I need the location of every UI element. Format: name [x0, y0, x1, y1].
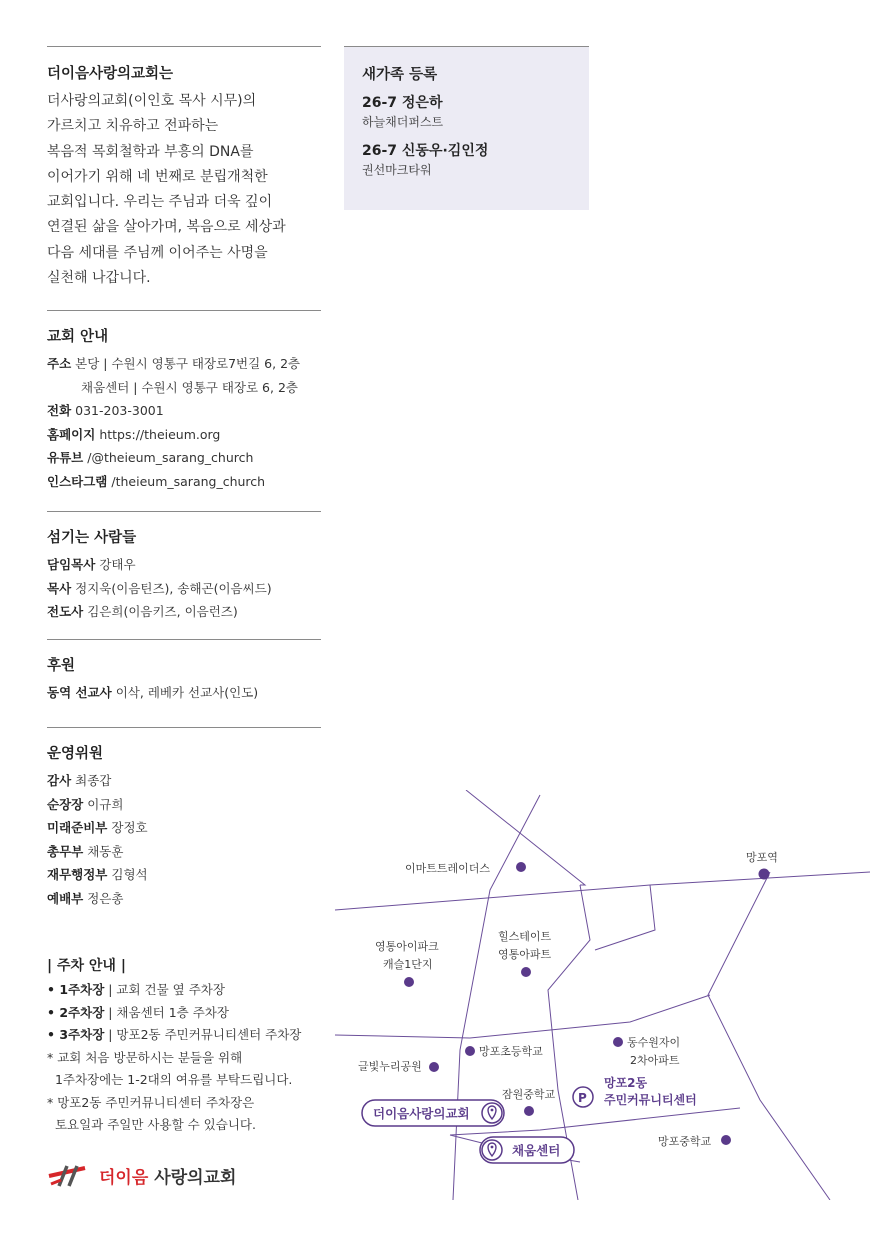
committee-value: 정은총: [87, 890, 124, 906]
committee-label: 감사: [47, 773, 72, 788]
intro-line: 다음 세대를 주님께 이어주는 사명을: [47, 244, 268, 261]
logo-text-dark: 사랑의교회: [154, 1167, 237, 1188]
church-logo: [47, 1160, 236, 1190]
map-label-mangpo-station: 망포역: [746, 851, 778, 864]
committee-label: 재무행정부: [47, 867, 108, 882]
servant-label: 목사: [47, 580, 72, 596]
homepage-label: 홈페이지: [47, 426, 96, 442]
center-label: 채움센터: [512, 1143, 561, 1158]
committee-label: 총무부: [47, 843, 84, 859]
phone-value: 031-203-3001: [75, 403, 164, 418]
parking-item: [47, 1002, 337, 1025]
parking-item-value: | 채움센터 1층 주차장: [104, 1004, 229, 1020]
center-pin-icon: [482, 1140, 502, 1160]
map-label-community: 망포2동: [604, 1076, 648, 1090]
church-info-section: [47, 325, 321, 493]
committee-value: 최종갑: [75, 773, 112, 788]
new-family-name: 26-7 정은하: [362, 95, 443, 111]
committee-label: 예배부: [47, 890, 84, 906]
divider: [47, 639, 321, 640]
servant-label: 담임목사: [47, 557, 96, 572]
phone-label: 전화: [47, 403, 72, 418]
support-value: 이삭, 레베카 선교사(인도): [115, 685, 259, 700]
servant-row: [47, 553, 321, 577]
map-label-dongsuwon: 2차아파트: [630, 1054, 680, 1067]
parking-item-label: • 2주차장: [47, 1004, 105, 1020]
committee-row: [47, 887, 321, 911]
parking-item-label: • 3주차장: [47, 1027, 105, 1042]
intro-line: 복음적 목회철학과 부흥의 DNA를: [47, 143, 254, 160]
map-label-emart: 이마트트레이더스: [405, 862, 491, 875]
committee-label: 미래준비부: [47, 820, 108, 835]
new-family-place: 하늘채더퍼스트: [362, 115, 444, 129]
homepage-link[interactable]: https://theieum.org: [99, 426, 221, 442]
youtube-link[interactable]: /@theieum_sarang_church: [87, 450, 254, 465]
intro-line: 이어가기 위해 네 번째로 분립개척한: [47, 168, 268, 185]
parking-title: | 주차 안내 |: [47, 958, 126, 974]
servants-section: [47, 526, 321, 624]
youtube-label: 유튜브: [47, 450, 84, 465]
intro-line: 실천해 나갑니다.: [47, 270, 151, 287]
servants-title: 섬기는 사람들: [47, 530, 137, 546]
divider: [47, 727, 321, 728]
new-family-title: 새가족 등록: [362, 67, 438, 83]
church-logo-text: [93, 1163, 236, 1188]
intro-line: 더사랑의교회(이인호 목사 시무)의: [47, 93, 257, 109]
map-point-hillstate: [521, 967, 531, 977]
support-label: 동역 선교사: [47, 685, 112, 700]
new-family-box: [344, 46, 589, 210]
instagram-label: 인스타그램: [47, 473, 108, 489]
map-roads: [335, 790, 870, 1200]
parking-note: 토요일과 주일만 사용할 수 있습니다.: [47, 1117, 256, 1132]
servant-row: [47, 577, 321, 601]
map-point-park: [429, 1062, 439, 1072]
address-label: 주소: [47, 356, 72, 371]
map-point-jamwon: [524, 1106, 534, 1116]
church-marker: [362, 1100, 504, 1126]
map-label-dongsuwon: 동수원자이: [627, 1036, 681, 1049]
committee-value: 장정호: [111, 820, 148, 835]
committee-value: 채동훈: [87, 843, 124, 859]
map-point-ipark: [404, 977, 414, 987]
map-point-dongsuwon: [613, 1037, 623, 1047]
map-point-emart: [516, 862, 526, 872]
map-label-hillstate: 힐스테이트: [498, 930, 552, 943]
servant-value: 강태우: [99, 557, 136, 572]
committee-row: [47, 816, 321, 840]
church-pin-icon: [482, 1103, 502, 1123]
parking-note: * 교회 처음 방문하시는 분들을 위해: [47, 1049, 243, 1065]
church-label: 더이음사랑의교회: [373, 1106, 470, 1121]
parking-item: [47, 1024, 337, 1047]
divider: [47, 310, 321, 311]
committee-section: [47, 742, 321, 910]
support-title: 후원: [47, 658, 76, 674]
committee-label: 순장장: [47, 796, 84, 812]
servant-row: [47, 600, 321, 624]
support-row: [47, 681, 321, 705]
committee-row: [47, 793, 321, 817]
map-label-community: 주민커뮤니티센터: [604, 1093, 697, 1107]
committee-value: 이규희: [87, 796, 124, 812]
instagram-link[interactable]: /theieum_sarang_church: [111, 473, 266, 489]
servant-value: 김은희(이음키즈, 이음런즈): [87, 604, 238, 619]
intro-title: 더이음사랑의교회는: [47, 66, 174, 82]
map-label-hillstate: 영통아파트: [498, 948, 552, 961]
map-point-mangpo-middle: [721, 1135, 731, 1145]
parking-item-value: | 망포2동 주민커뮤니티센터 주차장: [104, 1027, 302, 1042]
homepage-row: [47, 423, 321, 447]
intro-line: 교회입니다. 우리는 주님과 더욱 깊이: [47, 194, 273, 211]
parking-marker: [573, 1075, 697, 1107]
new-family-name: 26-7 신동우·김인정: [362, 143, 489, 159]
parking-item: [47, 979, 337, 1002]
committee-title: 운영위원: [47, 746, 104, 762]
road: [708, 872, 830, 1200]
logo-text-red: 더이음: [99, 1167, 149, 1188]
divider: [47, 511, 321, 512]
divider: [47, 46, 321, 47]
road: [595, 885, 655, 950]
committee-row: [47, 769, 321, 793]
phone-row: [47, 399, 321, 423]
support-section: [47, 654, 321, 705]
committee-value: 김형석: [111, 867, 148, 882]
intro-line: 연결된 삶을 살아가며, 복음으로 세상과: [47, 219, 286, 236]
church-logo-mark-icon: [47, 1162, 87, 1188]
instagram-row: [47, 470, 321, 494]
map-label-park: 글빛누리공원: [358, 1060, 422, 1073]
committee-row: [47, 863, 321, 887]
map-point-mangpo-station: [759, 869, 770, 880]
location-map: [330, 790, 870, 1200]
parking-note: 1주차장에는 1-2대의 여유를 부탁드립니다.: [47, 1072, 293, 1087]
map-point-elementary: [465, 1046, 475, 1056]
parking-section: [47, 955, 337, 1137]
map-label-ipark: 영통아이파크: [375, 940, 439, 953]
road: [335, 872, 870, 910]
map-label-ipark: 캐슬1단지: [383, 958, 433, 971]
parking-item-value: | 교회 건물 옆 주차장: [104, 982, 225, 997]
intro-section: [47, 62, 321, 291]
youtube-row: [47, 446, 321, 470]
map-label-jamwon: 잠원중학교: [502, 1088, 556, 1101]
road: [335, 995, 710, 1038]
intro-line: 가르치고 치유하고 전파하는: [47, 118, 219, 135]
church-info-title: 교회 안내: [47, 329, 109, 345]
servant-value: 정지욱(이음틴즈), 송해곤(이음씨드): [75, 580, 272, 596]
center-marker: [480, 1137, 574, 1163]
committee-row: [47, 840, 321, 864]
address-main: 본당 | 수원시 영통구 태장로7번길 6, 2층: [75, 356, 301, 371]
parking-note: * 망포2동 주민커뮤니티센터 주차장은: [47, 1094, 255, 1110]
parking-item-label: • 1주차장: [47, 982, 105, 997]
servant-label: 전도사: [47, 604, 84, 619]
intro-text: [47, 89, 321, 291]
map-label-mangpo-middle: 망포중학교: [658, 1135, 712, 1148]
address-row: [47, 352, 321, 376]
new-family-place: 권선마크타워: [362, 163, 432, 177]
map-label-elementary: 망포초등학교: [479, 1045, 543, 1058]
parking-p-letter: P: [578, 1091, 587, 1105]
address-row-2: [47, 376, 321, 400]
address-center: 채움센터 | 수원시 영통구 태장로 6, 2층: [81, 379, 298, 395]
